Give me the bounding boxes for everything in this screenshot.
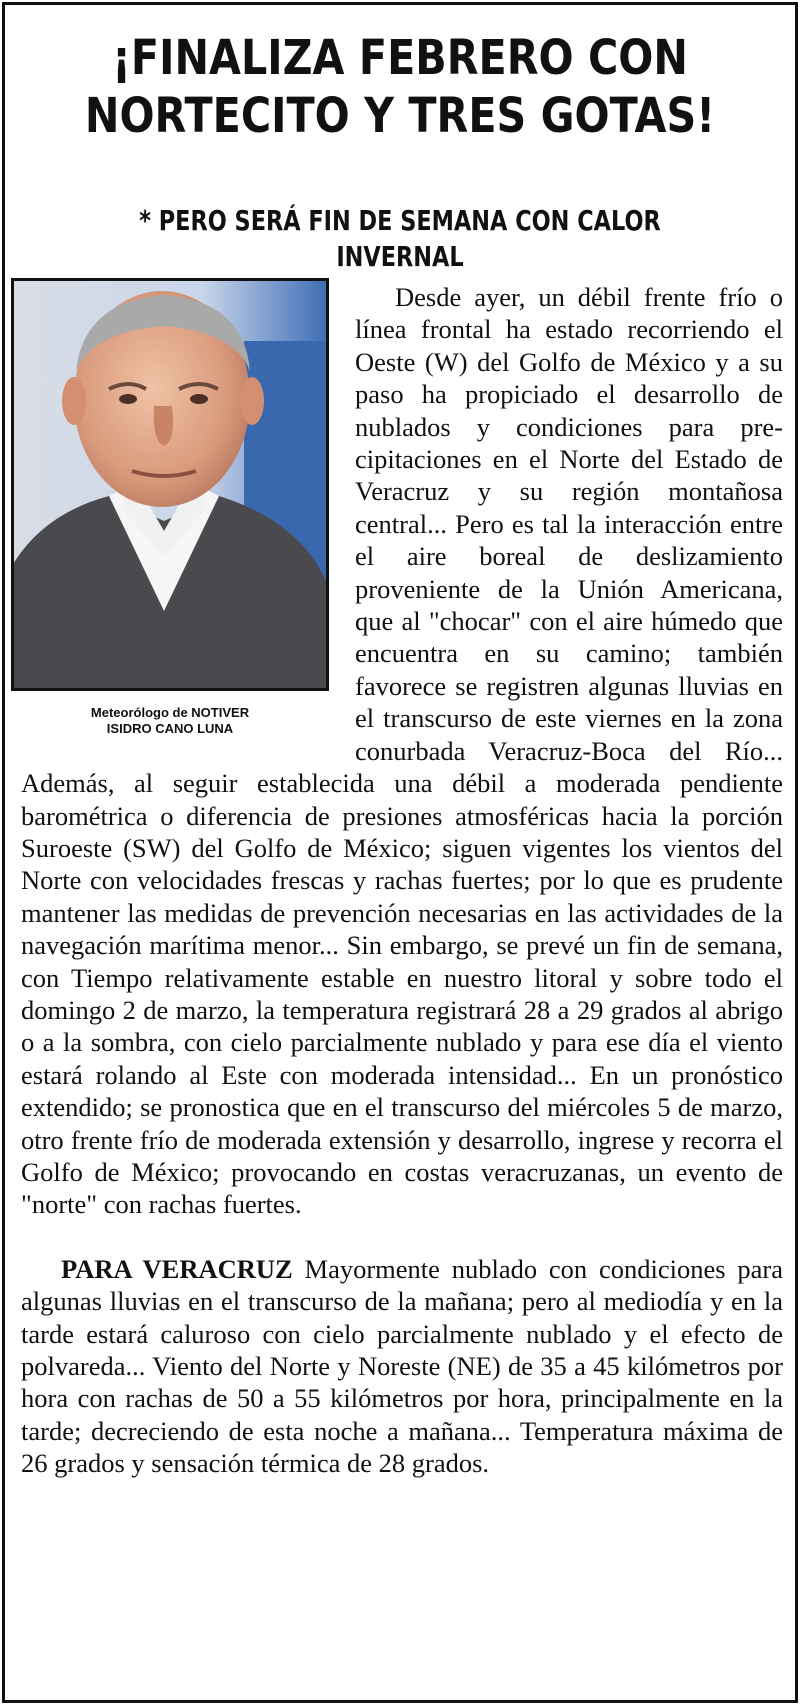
headline-line-2: NORTECITO Y TRES GOTAS! — [84, 88, 716, 144]
headline — [60, 29, 739, 145]
article-paragraph-1: Desde ayer, un débil frente frío o línea frontal ha estado recorriendo el Oeste (W) del Golfo de México y a su paso ha propiciado el desarrollo de nublados y condiciones para precipitaciones en el Norte del Estado de Veracruz y su región montañosa central... Pero es tal la interacción entre el aire boreal de deslizamiento proveniente de la Unión Americana, que al "chocar" con el aire húmedo que encuentra en su camino; también favorece se registren algunas lluvias en el transcurso de este viernes en la zona conurbada Veracruz-Boca del Río... Además, al seguir establecida una débil a moderada pendiente barométrica o diferencia de presiones atmosféricas hacia la porción Suroeste (SW) del Golfo de México; siguen vigentes los vientos del Norte con velocidades frescas y rachas fuertes; por lo que es prudente mantener las medidas de prevención necesarias en las actividades de la navegación marítima menor... Sin embargo, se prevé un fin de semana, con Tiempo relativamente estable en nuestro litoral y sobre todo el domingo 2 de marzo, la temperatura registrará 28 a 29 grados al abrigo o a la sombra, con cielo parcialmente nublado y para ese día el viento estará rolando al Este con moderada intensidad... En un pronóstico extendido; se pronostica que en el transcurso del miércoles 5 de marzo, otro frente frío de moderada extensión y desarrollo, ingrese y recorra el Golfo de México; provocando en costas veracruzanas, un evento de "norte" con rachas fuertes. — [21, 282, 783, 1220]
paragraph-lead: PARA VERACRUZ — [61, 1253, 293, 1284]
subheadline: * PERO SERÁ FIN DE SEMANA CON CALOR INVERNAL — [139, 204, 661, 273]
article-frame — [2, 2, 798, 1703]
article-paragraph-2 — [21, 1253, 783, 1480]
paragraph-2-body: Mayormente nublado con condiciones para algunas lluvias en el transcurso de la mañana; pero al mediodía y en la tarde estará caluroso con cielo parcialmente nublado y el efecto de polvareda... Viento del Norte y Noreste (NE) de 35 a 45 kilómetros por hora con rachas de 50 a 55 kilómetros por hora, principalmente en la tarde; decreciendo de esta noche a mañana... Temperatura máxima de 26 grados y sensación térmica de 28 grados. — [21, 1253, 783, 1479]
caption-line-1: Meteorólogo de NOTIVER — [90, 705, 250, 720]
article-body — [21, 281, 783, 1480]
headline-line-1: ¡FINALIZA FEBRERO CON — [112, 30, 688, 86]
photo-wrap-spacer — [21, 281, 341, 756]
caption-line-2: ISIDRO CANO LUNA — [106, 721, 234, 736]
